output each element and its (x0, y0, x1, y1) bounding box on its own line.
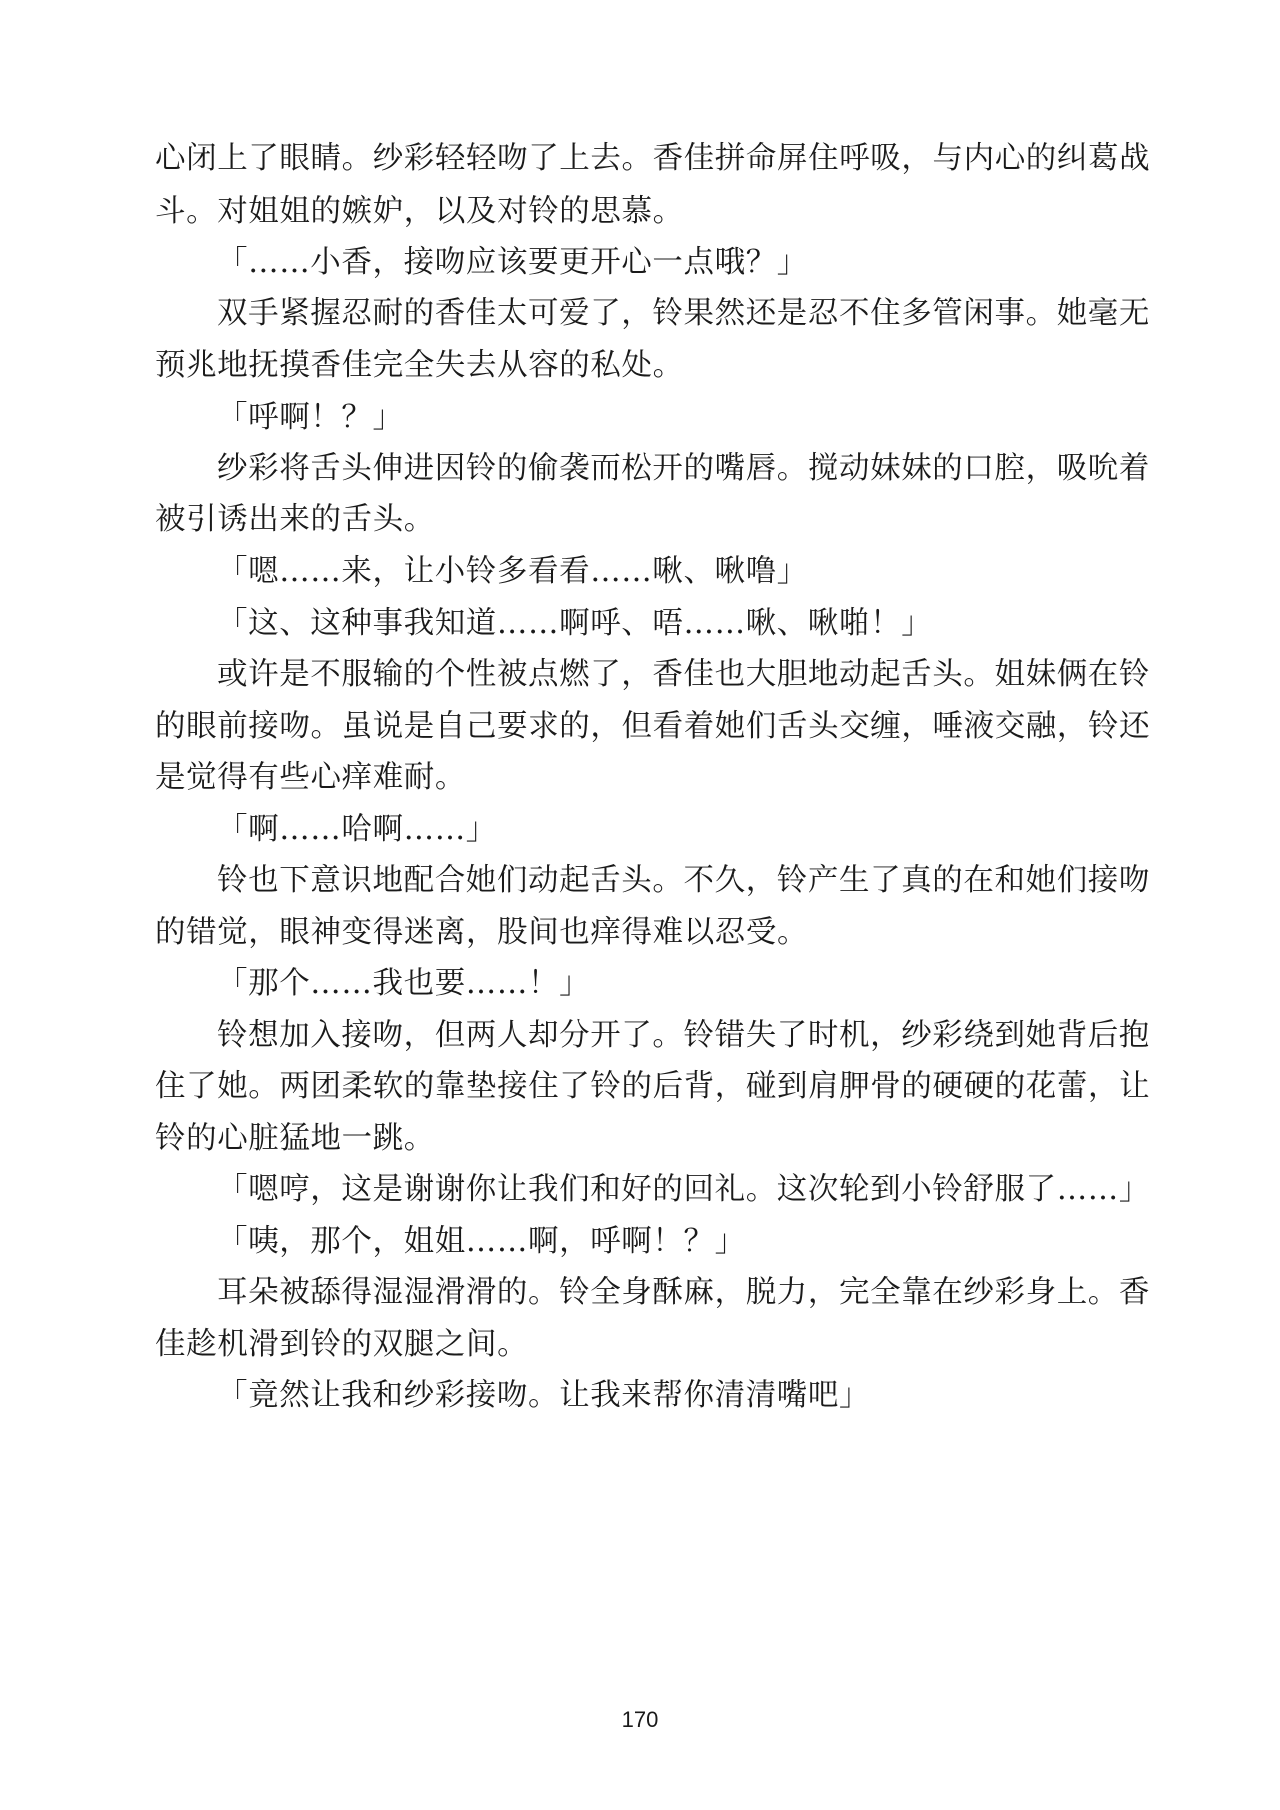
text-line: 的眼前接吻。虽说是自己要求的，但看着她们舌头交缠，唾液交融，铃还 (155, 709, 1151, 744)
text-line: 是觉得有些心痒难耐。 (155, 760, 466, 795)
dialogue-line: 「嗯……来，让小铃多看看……啾、啾噜」 (217, 554, 808, 589)
dialogue-line: 「呼啊！？」 (217, 400, 404, 435)
text-line: 心闭上了眼睛。纱彩轻轻吻了上去。香佳拼命屏住呼吸，与内心的纠葛战 (155, 141, 1151, 176)
dialogue-line: 「……小香，接吻应该要更开心一点哦？」 (217, 245, 808, 280)
page-number: 170 (621, 1707, 659, 1732)
paragraph-first-line: 铃想加入接吻，但两人却分开了。铃错失了时机，纱彩绕到她背后抱 (217, 1018, 1150, 1053)
dialogue-line: 「嗯哼，这是谢谢你让我们和好的回礼。这次轮到小铃舒服了……」 (217, 1172, 1150, 1207)
text-line: 被引诱出来的舌头。 (155, 502, 435, 537)
paragraph-first-line: 铃也下意识地配合她们动起舌头。不久，铃产生了真的在和她们接吻 (217, 863, 1150, 898)
paragraph-first-line: 双手紧握忍耐的香佳太可爱了，铃果然还是忍不住多管闲事。她毫无 (217, 296, 1150, 331)
paragraph-first-line: 或许是不服输的个性被点燃了，香佳也大胆地动起舌头。姐妹俩在铃 (217, 657, 1150, 692)
text-line: 佳趁机滑到铃的双腿之间。 (155, 1327, 529, 1362)
dialogue-line: 「这、这种事我知道……啊呼、唔……啾、啾啪！」 (217, 606, 933, 641)
text-line: 铃的心脏猛地一跳。 (155, 1121, 435, 1156)
dialogue-line: 「竟然让我和纱彩接吻。让我来帮你清清嘴吧」 (217, 1378, 871, 1413)
paragraph-first-line: 耳朵被舔得湿湿滑滑的。铃全身酥麻，脱力，完全靠在纱彩身上。香 (217, 1275, 1150, 1310)
dialogue-line: 「那个……我也要……！」 (217, 966, 591, 1001)
dialogue-line: 「啊……哈啊……」 (217, 812, 497, 847)
text-line: 的错觉，眼神变得迷离，股间也痒得难以忍受。 (155, 915, 809, 950)
text-line: 住了她。两团柔软的靠垫接住了铃的后背，碰到肩胛骨的硬硬的花蕾，让 (155, 1069, 1151, 1104)
text-line: 预兆地抚摸香佳完全失去从容的私处。 (155, 348, 684, 383)
dialogue-line: 「咦，那个，姐姐……啊，呼啊！？」 (217, 1224, 746, 1259)
paragraph-first-line: 纱彩将舌头伸进因铃的偷袭而松开的嘴唇。搅动妹妹的口腔，吸吮着 (217, 451, 1150, 486)
text-line: 斗。对姐姐的嫉妒，以及对铃的思慕。 (155, 194, 684, 229)
